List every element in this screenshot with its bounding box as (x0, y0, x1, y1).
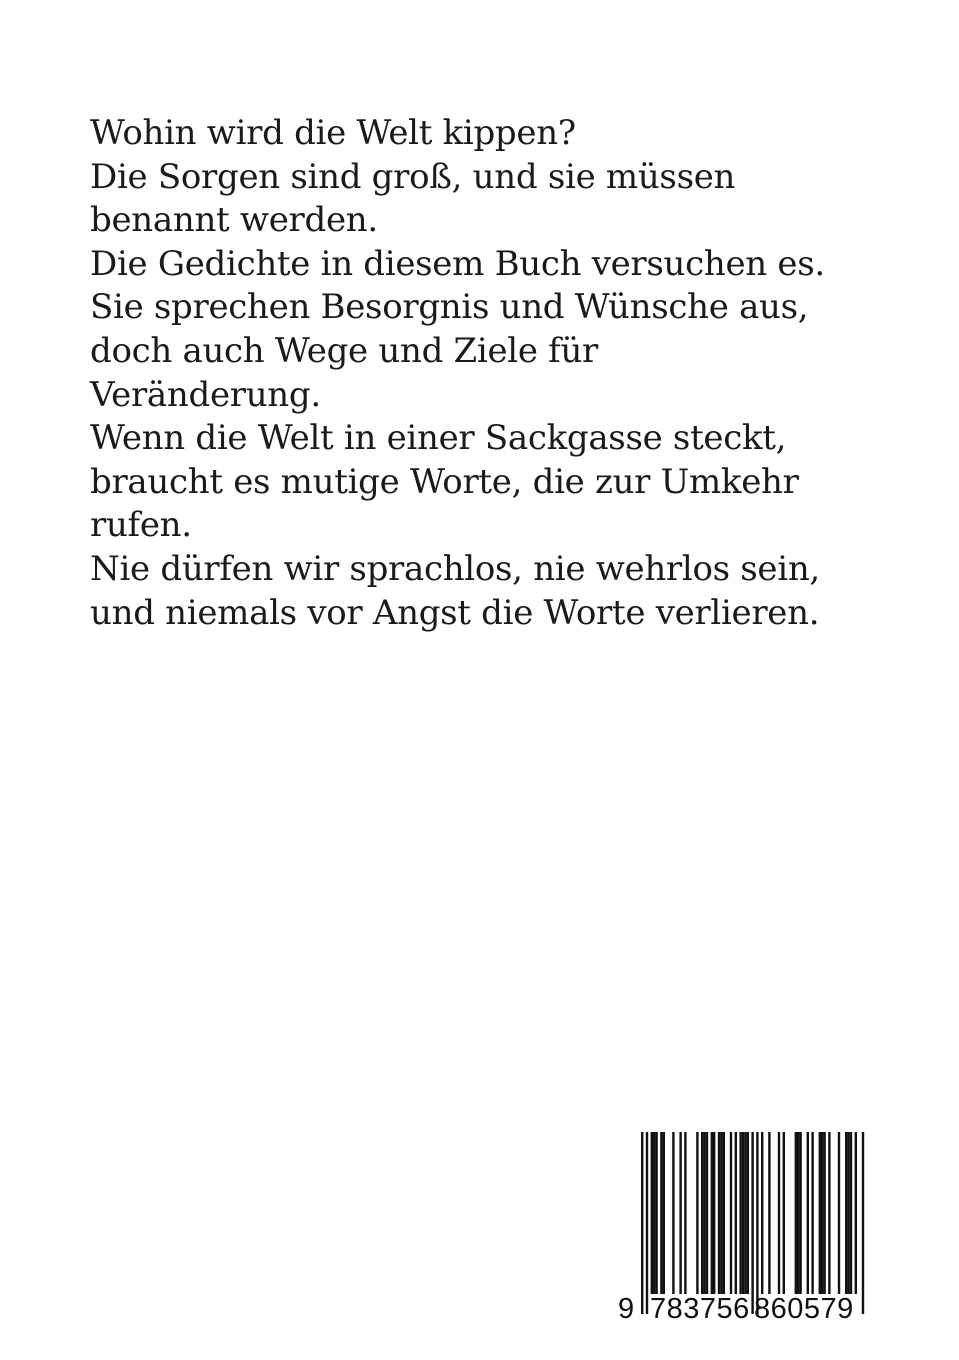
barcode-bar (730, 1132, 732, 1294)
blurb-line: rufen. (90, 505, 192, 546)
barcode-bar (696, 1132, 698, 1294)
blurb-line: Sie sprechen Besorgnis und Wünsche aus, (90, 287, 809, 328)
barcode-bar (679, 1132, 681, 1294)
barcode-bar (847, 1132, 849, 1294)
barcode-bar (653, 1132, 655, 1294)
barcode-bar (672, 1132, 674, 1294)
barcode-bar (711, 1132, 713, 1294)
barcode-bar (655, 1132, 657, 1294)
barcode-bar (828, 1132, 830, 1294)
barcode-bar (720, 1132, 722, 1294)
barcode-guard-bar (641, 1132, 643, 1314)
barcode-guard-bar (756, 1132, 758, 1314)
barcode-bar (761, 1132, 763, 1294)
blurb-line: Nie dürfen wir sprachlos, nie wehrlos sein, (90, 548, 820, 589)
barcode-bar (723, 1132, 725, 1294)
barcode-number (614, 1292, 866, 1326)
blurb-line: und niemals vor Angst die Worte verlieren. (90, 592, 820, 633)
barcode-bar (799, 1132, 801, 1294)
barcode-bar (855, 1132, 857, 1294)
barcode-bar (713, 1132, 715, 1294)
barcode-bar (807, 1132, 809, 1294)
barcode-bar (706, 1132, 708, 1294)
barcode-bar (821, 1132, 823, 1294)
barcode-bar (742, 1132, 744, 1294)
barcode-bar (703, 1132, 705, 1294)
barcode-bar (819, 1132, 821, 1294)
blurb-line: doch auch Wege und Ziele für (90, 330, 599, 371)
barcode-bar (701, 1132, 703, 1294)
barcode-bar (783, 1132, 785, 1294)
barcode-bar (747, 1132, 749, 1294)
blurb-line: Veränderung. (90, 374, 321, 415)
barcode-guard-bar (646, 1132, 648, 1314)
isbn-barcode (614, 1127, 866, 1327)
barcode-bar (768, 1132, 770, 1294)
barcode-guard-bar (862, 1132, 864, 1314)
blurb-line: Wenn die Welt in einer Sackgasse steckt, (90, 418, 787, 459)
barcode-bar (663, 1132, 665, 1294)
blurb-line: Wohin wird die Welt kippen? (90, 113, 576, 153)
barcode-bar (823, 1132, 825, 1294)
barcode-bar (735, 1132, 737, 1294)
blurb-line: Die Sorgen sind groß, und sie müssen (90, 156, 736, 197)
barcode-bar (795, 1132, 797, 1294)
barcode-bar (660, 1132, 662, 1294)
barcode-bar (838, 1132, 840, 1294)
barcode-left-digits: 783756 (650, 1293, 750, 1325)
barcode-bar (778, 1132, 780, 1294)
back-cover-blurb (90, 112, 910, 635)
blurb-line: Die Gedichte in diesem Buch versuchen es. (90, 243, 825, 284)
barcode-bar (718, 1132, 720, 1294)
barcode-bar (651, 1132, 653, 1294)
barcode-right-digits: 860579 (754, 1293, 854, 1325)
barcode-bar (744, 1132, 746, 1294)
barcode-guard-bar (751, 1132, 753, 1314)
barcode-first-digit: 9 (618, 1293, 635, 1325)
barcode-bar (739, 1132, 741, 1294)
barcode-bar (845, 1132, 847, 1294)
blurb-line: braucht es mutige Worte, die zur Umkehr (90, 461, 799, 502)
barcode-bar (797, 1132, 799, 1294)
barcode-bar (684, 1132, 686, 1294)
barcode-bar (850, 1132, 852, 1294)
blurb-line: benannt werden. (90, 200, 378, 241)
barcode-bar (811, 1132, 813, 1294)
